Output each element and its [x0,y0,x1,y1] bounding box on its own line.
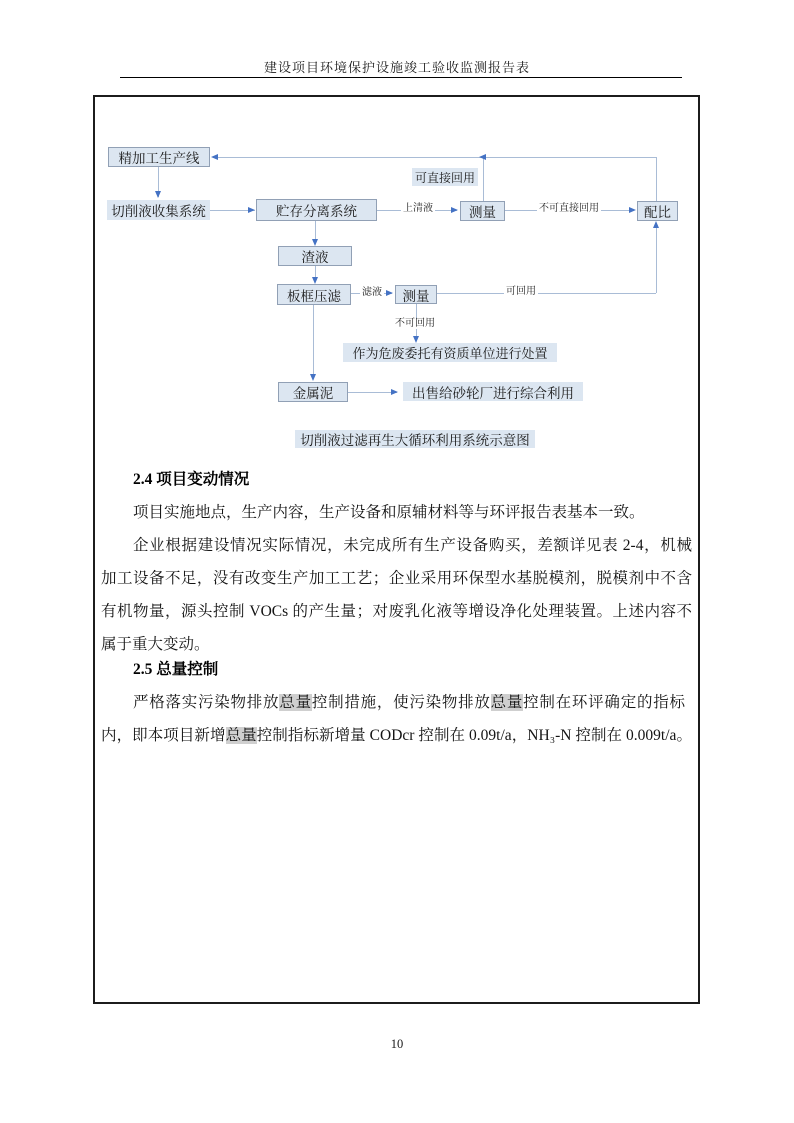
edge-label-not-direct-reuse: 不可直接回用 [539,203,599,214]
flow-node-filter-press: 板框压滤 [277,284,351,305]
section-2-4-heading: 2.4 项目变动情况 [133,471,250,488]
arrow-into-storage-icon [248,207,255,213]
arrow-reuse-into-ratio-icon [653,221,659,228]
edge-label-filtrate: 滤液 [362,287,382,298]
flow-line-metal-sell [348,392,397,393]
flow-line-measure2-reuse [437,293,656,294]
arrow-into-residue-icon [312,239,318,246]
flow-node-finishing-line: 精加工生产线 [108,147,210,167]
flow-edge-label-direct-reuse: 可直接回用 [412,168,478,186]
document-header-title: 建设项目环境保护设施竣工验收监测报告表 [263,60,530,75]
arrow-into-metal-sludge-icon [310,374,316,381]
arrow-into-collection-icon [155,191,161,198]
flow-node-collection: 切削液收集系统 [107,200,210,220]
flow-node-storage-separation: 贮存分离系统 [256,199,377,221]
flow-line-reuse-ratio [656,228,657,293]
arrow-into-sell-reuse-icon [391,389,398,395]
flow-node-metal-sludge: 金属泥 [278,382,348,402]
arrow-into-filter-press-icon [312,277,318,284]
arrow-into-hazardous-icon [413,336,419,343]
flow-node-hazardous-disposal: 作为危废委托有资质单位进行处置 [343,343,557,362]
edge-label-supernatant: 上清液 [403,203,433,214]
flow-line-measure1-up [483,157,484,201]
flow-line-ratio-up [656,157,657,201]
edge-label-not-reusable: 不可回用 [395,318,435,329]
flow-node-residue: 渣液 [278,246,352,266]
section-2-4-paragraph-2-line-4: 属于重大变动。 [101,636,210,653]
flow-node-ratio: 配比 [637,201,678,221]
flowchart-caption: 切削液过滤再生大循环利用系统示意图 [295,430,535,448]
section-2-5-heading: 2.5 总量控制 [133,661,219,678]
flow-node-sell-reuse: 出售给砂轮厂进行综合利用 [403,382,583,401]
arrow-into-measure1-icon [451,207,458,213]
flow-line-filter-metal [313,305,314,376]
section-2-5-paragraph-1-line-1: 严格落实污染物排放总量控制措施，使污染物排放总量控制在环评确定的指标 [133,694,685,711]
page-number: 10 [390,1037,404,1051]
section-2-4-paragraph-1: 项目实施地点，生产内容，生产设备和原辅材料等与环评报告表基本一致。 [133,504,645,521]
arrow-top-junction-icon [479,154,486,160]
flow-node-measure-1: 测量 [460,201,505,221]
flow-line-top-return [213,157,656,158]
arrow-into-finishing-line-icon [211,154,218,160]
edge-label-reusable: 可回用 [506,286,536,297]
section-2-4-paragraph-2-line-2: 加工设备不足，没有改变生产加工工艺；企业采用环保型水基脱模剂，脱模剂中不含 [101,570,692,587]
section-2-4-paragraph-2-line-3: 有机物量，源头控制 VOCs 的产生量；对废乳化液等增设净化处理装置。上述内容不 [101,603,692,620]
header-rule [120,77,682,78]
arrow-into-ratio-icon [629,207,636,213]
section-2-4-paragraph-2-line-1: 企业根据建设情况实际情况，未完成所有生产设备购买，差额详见表 2-4，机械 [133,537,692,554]
flow-node-measure-2: 测量 [395,285,437,304]
section-2-5-paragraph-1-line-2: 内，即本项目新增总量控制指标新增量 CODcr 控制在 0.09t/a，NH₃-N 控制在 0.009t/a。 [101,727,692,744]
arrow-into-measure2-icon [386,290,393,296]
